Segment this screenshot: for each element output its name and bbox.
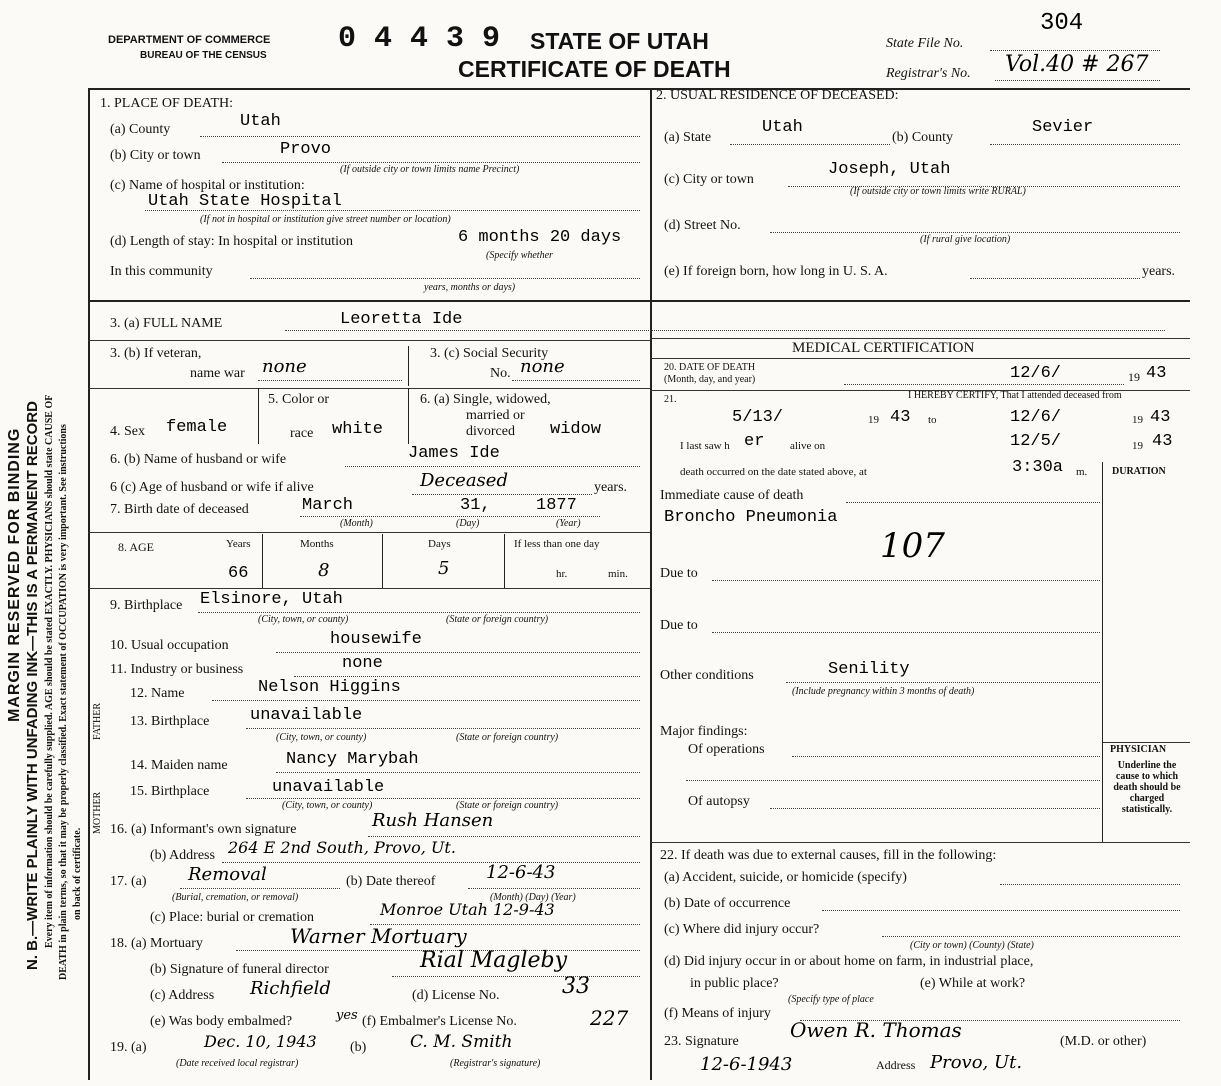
hospital-note: (If not in hospital or institution give street number or location) bbox=[200, 214, 451, 225]
other-note: (Include pregnancy within 3 months of death) bbox=[792, 686, 975, 697]
res-foreign-label: (e) If foreign born, how long in U. S. A. bbox=[664, 264, 888, 279]
mother-name-value: Nancy Marybah bbox=[286, 750, 419, 769]
spouse-age-label: 6 (c) Age of husband or wife if alive bbox=[110, 480, 314, 495]
mbp-state-note: (State or foreign country) bbox=[456, 800, 559, 811]
registrar-sig-note: (Registrar's signature) bbox=[450, 1058, 541, 1069]
margin-binding-note: MARGIN RESERVED FOR BINDING bbox=[6, 427, 23, 722]
fbp-city-note: (City, town, or county) bbox=[276, 732, 367, 743]
external-d-label: (d) Did injury occur in or about home on farm, in industrial place, bbox=[664, 954, 1034, 969]
medical-title: MEDICAL CERTIFICATION bbox=[792, 340, 975, 356]
war-label: name war bbox=[190, 366, 245, 381]
marital-label-2: married or bbox=[466, 408, 525, 423]
attended-to-date: 12/6/ bbox=[1010, 408, 1062, 427]
father-name-label: 12. Name bbox=[130, 686, 185, 701]
director-value: Rial Magleby bbox=[420, 948, 568, 973]
res-state-label: (a) State bbox=[664, 130, 712, 145]
license-label: (d) License No. bbox=[412, 988, 500, 1003]
color-label: 5. Color or bbox=[268, 392, 330, 407]
spouse-label: 6. (b) Name of husband or wife bbox=[110, 452, 287, 467]
autopsy-label: Of autopsy bbox=[688, 794, 750, 809]
months-label: Months bbox=[300, 538, 334, 550]
war-value: none bbox=[262, 356, 307, 377]
date-death-label: 20. DATE OF DEATH bbox=[664, 362, 756, 373]
date-death-year: 43 bbox=[1146, 364, 1167, 383]
received-value: Dec. 10, 1943 bbox=[204, 1032, 317, 1051]
full-name-value: Leoretta Ide bbox=[340, 310, 463, 329]
other-conditions-value: Senility bbox=[828, 660, 910, 679]
occurred-label: death occurred on the date stated above, at bbox=[680, 466, 867, 478]
license-value: 33 bbox=[562, 974, 590, 999]
sex-value: female bbox=[166, 418, 228, 437]
father-side-label: FATHER bbox=[92, 702, 103, 740]
frame-top bbox=[88, 88, 1190, 90]
director-address-value: Richfield bbox=[250, 978, 331, 999]
race-value: white bbox=[332, 420, 384, 439]
sex-label: 4. Sex bbox=[110, 424, 145, 439]
ssn-no-label: No. bbox=[490, 366, 511, 381]
community-note: years, months or days) bbox=[424, 282, 516, 293]
external-title: 22. If death was due to external causes, fill in the following: bbox=[660, 848, 997, 863]
burial-date-note: (Month) (Day) (Year) bbox=[490, 892, 576, 903]
director-label: (b) Signature of funeral director bbox=[150, 962, 329, 977]
marital-value: widow bbox=[550, 420, 602, 439]
burial-place-value: Monroe Utah 12-9-43 bbox=[380, 900, 555, 919]
date-death-note: (Month, day, and year) bbox=[664, 374, 756, 385]
attended-to-year: 43 bbox=[1150, 408, 1171, 427]
external-c-label: (c) Where did injury occur? bbox=[664, 922, 820, 937]
full-name-label: 3. (a) FULL NAME bbox=[110, 316, 223, 331]
burial-date-value: 12-6-43 bbox=[486, 862, 556, 883]
frame-left bbox=[88, 88, 90, 1080]
marital-label-3: divorced bbox=[466, 424, 515, 439]
registrar-sig-label: (b) bbox=[350, 1040, 367, 1055]
to-year-prefix: 19 bbox=[1132, 414, 1143, 426]
signature-label: 23. Signature bbox=[664, 1034, 739, 1049]
registrar-label: Registrar's No. bbox=[886, 66, 971, 81]
burial-value: Removal bbox=[188, 864, 267, 885]
veteran-label: 3. (b) If veteran, bbox=[110, 346, 202, 361]
occupation-value: housewife bbox=[330, 630, 422, 649]
min-label: min. bbox=[608, 568, 628, 580]
specify-note: (Specify whether bbox=[486, 250, 553, 261]
hospital-label: (c) Name of hospital or institution: bbox=[110, 178, 305, 193]
attended-from-year: 43 bbox=[890, 408, 911, 427]
res-city-value: Joseph, Utah bbox=[828, 160, 951, 179]
certify-number: 21. bbox=[664, 394, 677, 405]
burial-note: (Burial, cremation, or removal) bbox=[172, 892, 299, 903]
attended-from-date: 5/13/ bbox=[732, 408, 784, 427]
signature-value: Owen R. Thomas bbox=[790, 1018, 962, 1042]
embalmed-label: (e) Was body embalmed? bbox=[150, 1014, 293, 1029]
days-label: Days bbox=[428, 538, 451, 550]
md-label: (M.D. or other) bbox=[1060, 1034, 1147, 1049]
other-conditions-label: Other conditions bbox=[660, 668, 754, 683]
mother-bp-label: 15. Birthplace bbox=[130, 784, 210, 799]
external-a-label: (a) Accident, suicide, or homicide (specify) bbox=[664, 870, 907, 885]
bureau-label: BUREAU OF THE CENSUS bbox=[140, 50, 267, 61]
margin-ink-note: N. B.—WRITE PLAINLY WITH UNFADING INK—THIS IS A PERMANENT RECORD bbox=[24, 401, 41, 970]
external-f-label: (f) Means of injury bbox=[664, 1006, 771, 1021]
immediate-cause-value: Broncho Pneumonia bbox=[664, 508, 838, 527]
res-county-label: (b) County bbox=[892, 130, 954, 145]
signature-address-value: Provo, Ut. bbox=[930, 1052, 1023, 1073]
fbp-state-note: (State or foreign country) bbox=[456, 732, 559, 743]
marital-label-1: 6. (a) Single, widowed, bbox=[420, 392, 551, 407]
year-note: (Year) bbox=[556, 518, 581, 529]
time-suffix: m. bbox=[1076, 466, 1088, 478]
margin-instructions-3: on back of certificate. bbox=[72, 827, 83, 920]
industry-label: 11. Industry or business bbox=[110, 662, 244, 677]
burial-date-label: (b) Date thereof bbox=[346, 874, 436, 889]
alive-label: alive on bbox=[790, 440, 826, 452]
last-saw-suffix: er bbox=[744, 432, 765, 451]
date-death-year-prefix: 19 bbox=[1128, 370, 1140, 384]
mother-bp-value: unavailable bbox=[272, 778, 385, 797]
physician-label: PHYSICIAN bbox=[1110, 744, 1167, 755]
informant-sig-label: 16. (a) Informant's own signature bbox=[110, 822, 297, 837]
cause-code: 107 bbox=[880, 526, 945, 566]
certificate-title: CERTIFICATE OF DEATH bbox=[458, 56, 731, 82]
birth-label: 7. Birth date of deceased bbox=[110, 502, 249, 517]
ssn-value: none bbox=[520, 356, 565, 377]
bp-state-note: (State or foreign country) bbox=[446, 614, 549, 625]
major-findings-label: Major findings: bbox=[660, 724, 748, 739]
physician-note: Underline the cause to which death should be charged statistically. bbox=[1113, 760, 1181, 815]
due-to-label-2: Due to bbox=[660, 618, 698, 633]
day-note: (Day) bbox=[456, 518, 480, 529]
res-city-note: (If outside city or town limits write RURAL) bbox=[850, 186, 1026, 197]
birth-year-value: 1877 bbox=[536, 496, 577, 515]
father-bp-value: unavailable bbox=[250, 706, 363, 725]
birth-month-value: March bbox=[302, 496, 354, 515]
immediate-cause-label: Immediate cause of death bbox=[660, 488, 804, 503]
res-city-label: (c) City or town bbox=[664, 172, 754, 187]
spouse-age-value: Deceased bbox=[420, 470, 508, 491]
city-label: (b) City or town bbox=[110, 148, 201, 163]
state-file-label: State File No. bbox=[886, 36, 964, 51]
frame-center bbox=[650, 88, 652, 1080]
last-saw-year-prefix: 19 bbox=[1132, 440, 1143, 452]
mortuary-label: 18. (a) Mortuary bbox=[110, 936, 203, 951]
res-county-value: Sevier bbox=[1032, 118, 1094, 137]
birthplace-value: Elsinore, Utah bbox=[200, 590, 343, 609]
ssn-label: 3. (c) Social Security bbox=[430, 346, 549, 361]
certificate-number: 0 4 4 3 9 bbox=[338, 22, 501, 56]
hr-label: hr. bbox=[556, 568, 568, 580]
place-of-death-title: 1. PLACE OF DEATH: bbox=[100, 96, 234, 111]
spouse-value: James Ide bbox=[408, 444, 500, 463]
signature-date: 12-6-1943 bbox=[700, 1054, 793, 1075]
informant-addr-label: (b) Address bbox=[150, 848, 215, 863]
date-death-value: 12/6/ bbox=[1010, 364, 1062, 383]
spouse-years: years. bbox=[594, 480, 628, 495]
month-note: (Month) bbox=[340, 518, 373, 529]
age-label: 8. AGE bbox=[118, 540, 154, 554]
age-months-value: 8 bbox=[318, 560, 330, 581]
city-note: (If outside city or town limits name Precinct) bbox=[340, 164, 520, 175]
race-label: race bbox=[290, 426, 314, 441]
embalmer-label: (f) Embalmer's License No. bbox=[362, 1014, 517, 1029]
external-d2-label: in public place? bbox=[690, 976, 779, 991]
community-label: In this community bbox=[110, 264, 213, 279]
death-city-value: Provo bbox=[280, 140, 332, 159]
industry-value: none bbox=[342, 654, 383, 673]
mortuary-value: Warner Mortuary bbox=[290, 924, 467, 948]
received-label: 19. (a) bbox=[110, 1040, 147, 1055]
department-label: DEPARTMENT OF COMMERCE bbox=[108, 34, 271, 46]
burial-place-label: (c) Place: burial or cremation bbox=[150, 910, 315, 925]
state-title: STATE OF UTAH bbox=[530, 28, 709, 54]
certify-text: I HEREBY CERTIFY, That I attended deceased from bbox=[908, 390, 1122, 401]
age-years-value: 66 bbox=[228, 564, 249, 583]
last-saw-date: 12/5/ bbox=[1010, 432, 1062, 451]
received-note: (Date received local registrar) bbox=[176, 1058, 299, 1069]
operations-label: Of operations bbox=[688, 742, 765, 757]
signature-address-label: Address bbox=[876, 1058, 916, 1072]
duration-label: DURATION bbox=[1112, 466, 1166, 477]
informant-sig-value: Rush Hansen bbox=[372, 810, 494, 831]
margin-instructions-2: DEATH in plain terms, so that it may be properly classified. Exact statement of OCCUPATION is very important. See instructions bbox=[58, 424, 69, 980]
age-days-value: 5 bbox=[438, 558, 450, 579]
years-label: Years bbox=[226, 538, 251, 550]
external-d-note: (Specify type of place bbox=[788, 994, 874, 1005]
registrar-sig-value: C. M. Smith bbox=[410, 1032, 513, 1052]
county-label: (a) County bbox=[110, 122, 171, 137]
res-street-note: (If rural give location) bbox=[920, 234, 1011, 245]
father-name-value: Nelson Higgins bbox=[258, 678, 401, 697]
external-b-label: (b) Date of occurrence bbox=[664, 896, 791, 911]
state-file-number: 304 bbox=[1040, 10, 1084, 37]
time-value: 3:30a bbox=[1012, 458, 1064, 477]
margin-instructions-1: Every item of information should be carefully supplied. AGE should be stated EXACTLY. PHYSICIANS should state CAUSE OF bbox=[44, 394, 55, 948]
residence-title: 2. USUAL RESIDENCE OF DECEASED: bbox=[656, 88, 899, 103]
to-label: to bbox=[928, 414, 937, 426]
embalmer-value: 227 bbox=[590, 1006, 629, 1030]
embalmed-value: yes bbox=[336, 1008, 358, 1023]
informant-addr-value: 264 E 2nd South, Provo, Ut. bbox=[228, 838, 456, 857]
divider-300 bbox=[88, 300, 1190, 302]
birthplace-label: 9. Birthplace bbox=[110, 598, 183, 613]
stay-label: (d) Length of stay: In hospital or institution bbox=[110, 234, 354, 249]
registrar-number: Vol.40 # 267 bbox=[1005, 52, 1149, 77]
last-saw-year: 43 bbox=[1152, 432, 1173, 451]
hospital-value: Utah State Hospital bbox=[148, 192, 342, 211]
bp-city-note: (City, town, or county) bbox=[258, 614, 349, 625]
stay-value: 6 months 20 days bbox=[458, 228, 622, 247]
mother-name-label: 14. Maiden name bbox=[130, 758, 228, 773]
res-foreign-years: years. bbox=[1142, 264, 1176, 279]
burial-label: 17. (a) bbox=[110, 874, 147, 889]
mbp-city-note: (City, town, or county) bbox=[282, 800, 373, 811]
from-year-prefix: 19 bbox=[868, 414, 879, 426]
father-bp-label: 13. Birthplace bbox=[130, 714, 210, 729]
res-state-value: Utah bbox=[762, 118, 803, 137]
birth-day-value: 31, bbox=[460, 496, 491, 515]
external-c-note: (City or town) (County) (State) bbox=[910, 940, 1034, 951]
last-saw-label: I last saw h bbox=[680, 440, 730, 452]
director-address-label: (c) Address bbox=[150, 988, 215, 1003]
mother-side-label: MOTHER bbox=[92, 791, 103, 834]
death-county-value: Utah bbox=[240, 112, 281, 131]
due-to-label-1: Due to bbox=[660, 566, 698, 581]
occupation-label: 10. Usual occupation bbox=[110, 638, 229, 653]
lessday-label: If less than one day bbox=[514, 538, 600, 550]
res-street-label: (d) Street No. bbox=[664, 218, 741, 233]
external-e-label: (e) While at work? bbox=[920, 976, 1026, 991]
